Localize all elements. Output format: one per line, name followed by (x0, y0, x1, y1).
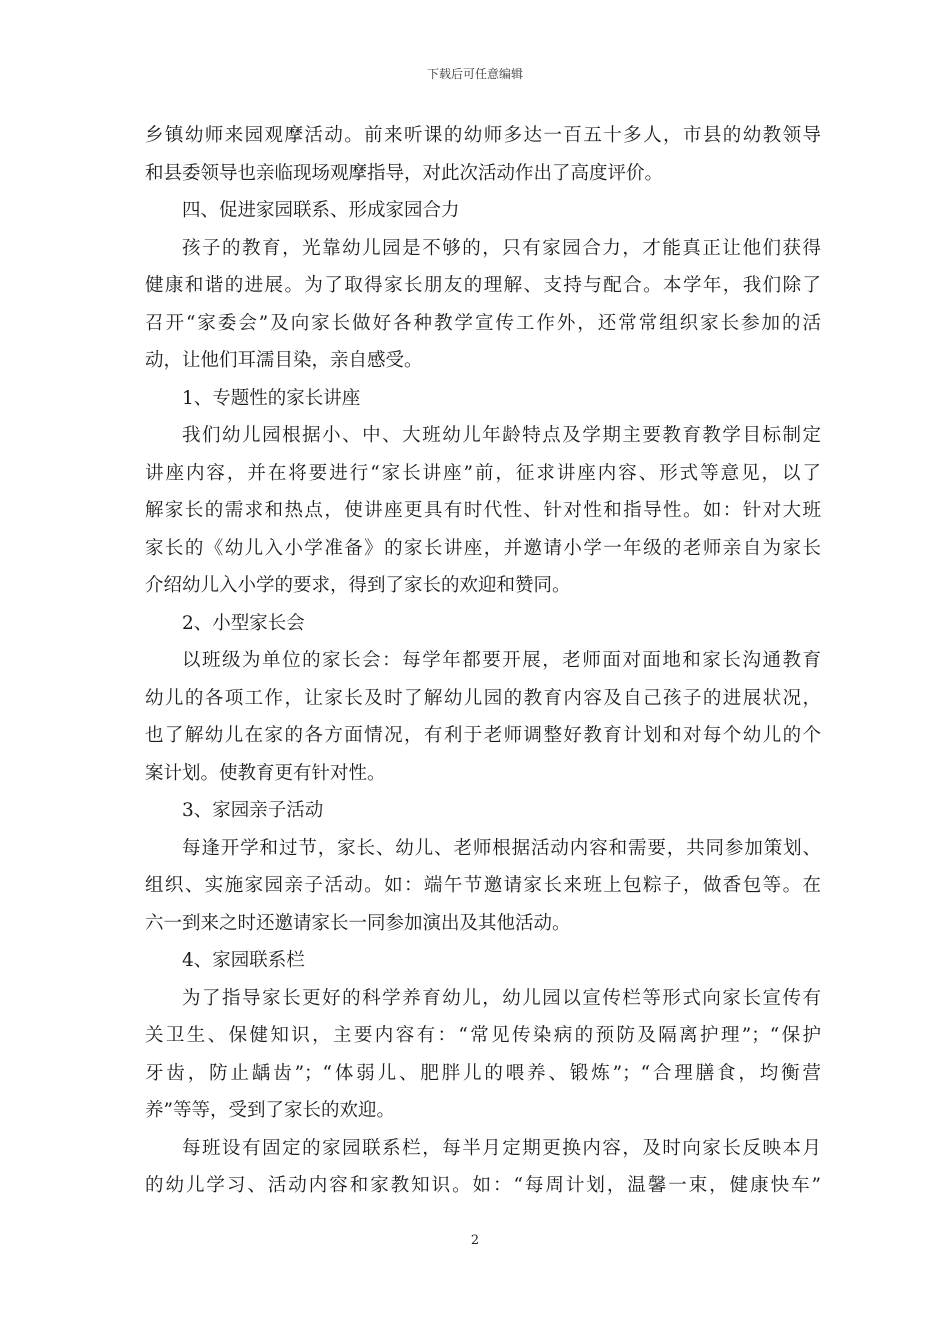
text-line: 养”等等，受到了家长的欢迎。 (145, 1100, 395, 1121)
text-line: 健康和谐的进展。为了取得家长朋友的理解、支持与配合。本学年，我们除了 (145, 275, 821, 296)
page-header: 下载后可任意编辑 (426, 67, 523, 81)
text-line: 案计划。使教育更有针对性。 (145, 762, 386, 784)
text-line: 幼儿的各项工作，让家长及时了解幼儿园的教育内容及自己孩子的进展状况， (145, 687, 821, 709)
text-line: 和县委领导也亲临现场观摩指导，对此次活动作出了高度评价。 (145, 162, 664, 184)
text-line: 牙齿，防止龋齿”；“体弱儿、肥胖儿的喂养、锻炼”；“合理膳食，均衡营 (145, 1062, 821, 1084)
text-line: 孩子的教育，光靠幼儿园是不够的，只有家园合力，才能真正让他们获得 (182, 237, 821, 259)
text-line: 动，让他们耳濡目染，亲自感受。 (145, 350, 423, 371)
text-line: 关卫生、保健知识，主要内容有：“常见传染病的预防及隔离护理”；“保护 (145, 1025, 821, 1046)
text-line: 家长的《幼儿入小学准备》的家长讲座，并邀请小学一年级的老师亲自为家长 (145, 537, 821, 559)
text-line: 每班设有固定的家园联系栏，每半月定期更换内容，及时向家长反映本月 (182, 1137, 821, 1159)
text-line: 每逢开学和过节，家长、幼儿、老师根据活动内容和需要，共同参加策划、 (182, 837, 821, 859)
text-line: 六一到来之时还邀请家长一同参加演出及其他活动。 (145, 912, 571, 934)
text-line: 也了解幼儿在家的各方面情况，有利于老师调整好教育计划和对每个幼儿的个 (145, 725, 821, 746)
text-line: 的幼儿学习、活动内容和家教知识。如：“每周计划，温馨一束，健康快车” (145, 1175, 821, 1196)
text-line: 讲座内容，并在将要进行“家长讲座”前，征求讲座内容、形式等意见，以了 (145, 462, 821, 484)
subsection-heading: 3、家园亲子活动 (182, 800, 324, 821)
text-line: 以班级为单位的家长会：每学年都要开展，老师面对面地和家长沟通教育 (182, 650, 821, 671)
text-line: 解家长的需求和热点，使讲座更具有时代性、针对性和指导性。如：针对大班 (145, 500, 821, 521)
subsection-heading: 2、小型家长会 (182, 612, 305, 634)
text-line: 介绍幼儿入小学的要求，得到了家长的欢迎和赞同。 (145, 575, 571, 596)
page-number: 2 (470, 1233, 480, 1248)
text-line: 组织、实施家园亲子活动。如：端午节邀请家长来班上包粽子，做香包等。在 (145, 875, 821, 896)
section-heading: 四、促进家园联系、形成家园合力 (182, 200, 460, 221)
text-line: 乡镇幼师来园观摩活动。前来听课的幼师多达一百五十多人，市县的幼教领导 (145, 125, 821, 146)
subsection-heading: 1、专题性的家长讲座 (182, 387, 361, 409)
document-body (145, 117, 821, 1205)
text-line: 我们幼儿园根据小、中、大班幼儿年龄特点及学期主要教育教学目标制定 (182, 425, 821, 446)
subsection-heading: 4、家园联系栏 (182, 950, 305, 971)
text-line: 召开“家委会”及向家长做好各种教学宣传工作外，还常常组织家长参加的活 (145, 312, 821, 334)
text-line: 为了指导家长更好的科学养育幼儿，幼儿园以宣传栏等形式向家长宣传有 (182, 987, 821, 1009)
